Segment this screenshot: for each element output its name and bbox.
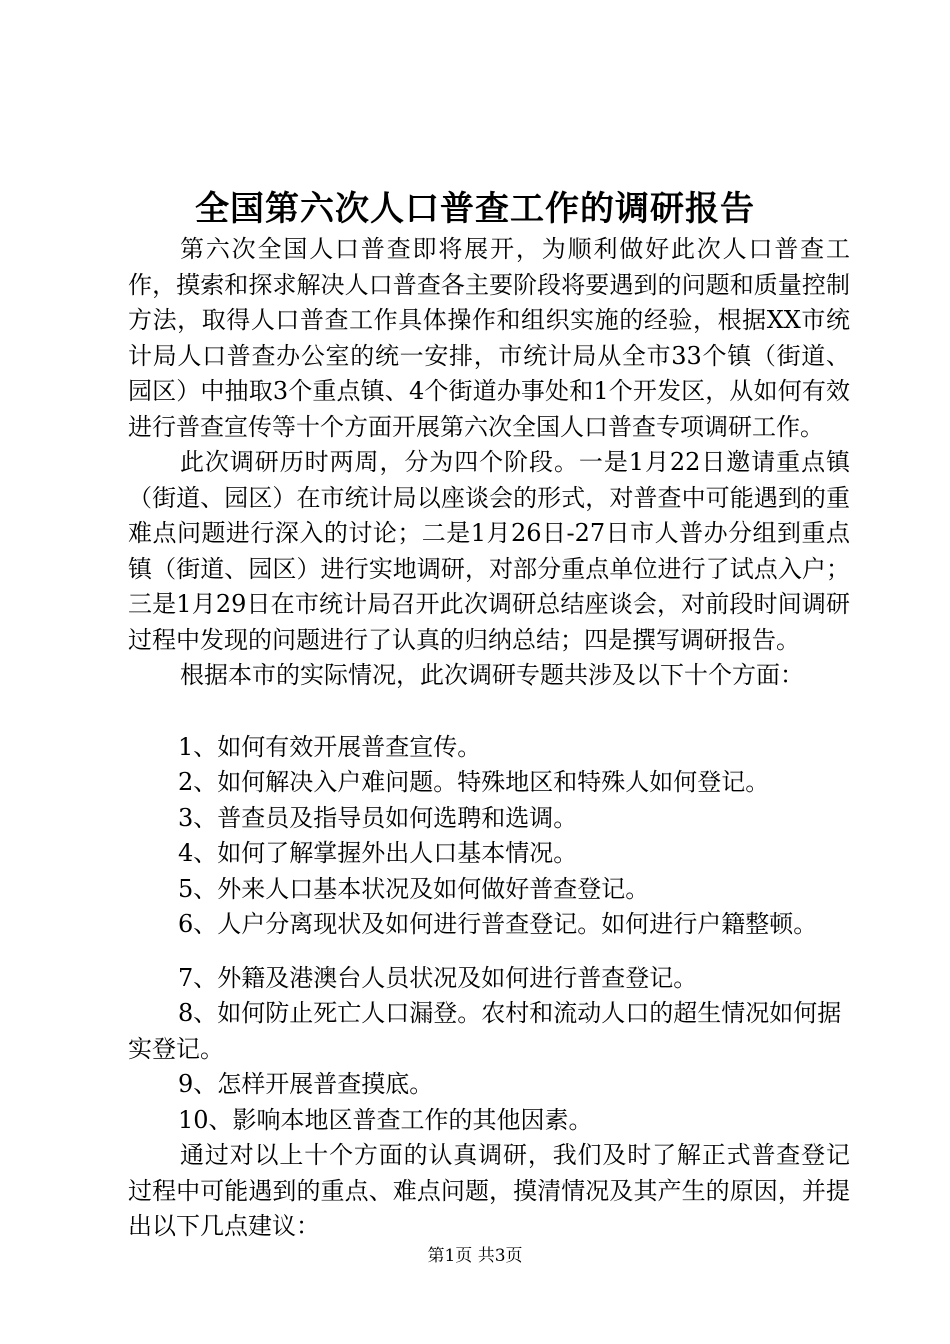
list-item: 5、外来人口基本状况及如何做好普查登记。 xyxy=(178,874,650,903)
spacer xyxy=(128,943,850,961)
topics-intro-paragraph: 根据本市的实际情况，此次调研专题共涉及以下十个方面： xyxy=(180,661,804,689)
list-item: 2、如何解决入户难问题。特殊地区和特殊人如何登记。 xyxy=(178,768,770,796)
spacer xyxy=(128,694,850,730)
list-item: 7、外籍及港澳台人员状况及如何进行普查登记。 xyxy=(178,963,698,992)
closing-paragraph: 通过对以上十个方面的认真调研，我们及时了解正式普查登记过程中可能遇到的重点、难点问题，摸清情况及其产生的原因，并提出以下几点建议： xyxy=(128,1141,850,1240)
list-item: 3、普查员及指导员如何选聘和选调。 xyxy=(178,803,578,832)
document-title: 全国第六次人口普查工作的调研报告 xyxy=(195,189,755,229)
list-item: 9、怎样开展普查摸底。 xyxy=(178,1070,434,1098)
list-item: 4、如何了解掌握外出人口基本情况。 xyxy=(178,839,578,867)
intro-paragraph: 第六次全国人口普查即将展开，为顺利做好此次人口普查工作，摸索和探求解决人口普查各主要阶段将要遇到的问题和质量控制方法，取得人口普查工作具体操作和组织实施的经验，根据XX市统计局人口普查办公室的统一安排，市统计局从全市33个镇（街道、园区）中抽取3个重点镇、4个街道办事处和1个开发区，从如何有效进行普查宣传等十个方面开展第六次全国人口普查专项调研工作。 xyxy=(128,235,850,441)
list-item: 6、人户分离现状及如何进行普查登记。如何进行户籍整顿。 xyxy=(178,910,818,938)
list-item: 10、影响本地区普查工作的其他因素。 xyxy=(178,1105,593,1134)
page-number: 第1页 共3页 xyxy=(427,1246,523,1266)
stages-paragraph: 此次调研历时两周，分为四个阶段。一是1月22日邀请重点镇（街道、园区）在市统计局以座谈会的形式，对普查中可能遇到的重难点问题进行深入的讨论；二是1月26日-27日市人普办分组到重点镇（街道、园区）进行实地调研，对部分重点单位进行了试点入户；三是1月29日在市统计局召开此次调研总结座谈会，对前段时间调研过程中发现的问题进行了认真的归纳总结；四是撰写调研报告。 xyxy=(128,448,850,654)
list-item: 1、如何有效开展普查宣传。 xyxy=(178,732,482,761)
list-item: 8、如何防止死亡人口漏登。农村和流动人口的超生情况如何据实登记。 xyxy=(128,999,842,1063)
document-body xyxy=(128,232,850,1245)
